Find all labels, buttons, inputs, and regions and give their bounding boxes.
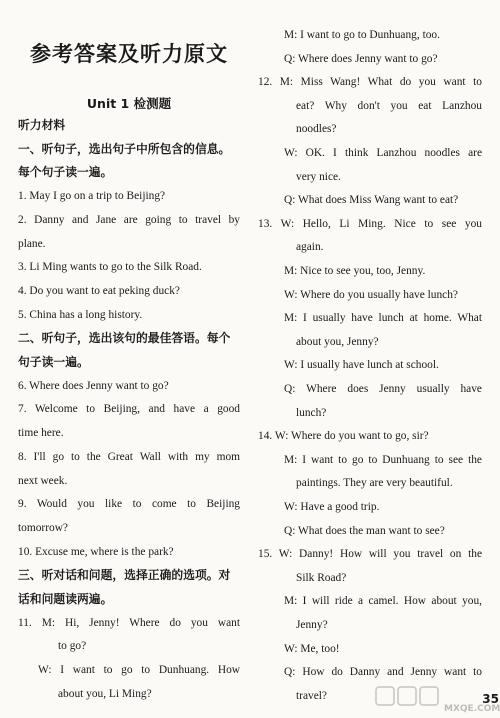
left-text-line: 二、听句子，选出该句的最佳答语。每个 bbox=[18, 331, 231, 346]
right-text-line: about you, Jenny? bbox=[296, 335, 379, 348]
right-text-line: Q: What does Miss Wang want to eat? bbox=[284, 194, 459, 207]
right-text-line: Q: Where does Jenny want to go? bbox=[284, 52, 438, 65]
right-text-line: W: Have a good trip. bbox=[284, 501, 380, 513]
left-text-line: 三、听对话和问题，选择正确的选项。对 bbox=[18, 568, 231, 583]
left-text-line: 9. Would you like to come to Beijing bbox=[18, 498, 240, 511]
right-text-line: 13. W: Hello, Li Ming. Nice to see you bbox=[258, 217, 482, 230]
right-text-line: noodles? bbox=[296, 123, 337, 136]
left-text-line: to go? bbox=[58, 640, 87, 653]
right-text-line: 15. W: Danny! How will you travel on the bbox=[258, 548, 482, 561]
right-text-line: M: I want to go to Dunhuang, too. bbox=[284, 29, 440, 41]
right-text-line: lunch? bbox=[296, 406, 327, 419]
left-text-line: 2. Danny and Jane are going to travel by bbox=[18, 213, 240, 226]
left-text-line: 句子读一遍。 bbox=[18, 355, 89, 369]
right-text-line: M: Nice to see you, too, Jenny. bbox=[284, 265, 426, 277]
left-text-line: tomorrow? bbox=[18, 521, 68, 534]
watermark-logo bbox=[374, 684, 500, 714]
right-text-line: Q: Where does Jenny usually have bbox=[284, 383, 482, 395]
right-text-line: Jenny? bbox=[296, 619, 328, 631]
right-text-line: M: I usually have lunch at home. What bbox=[284, 312, 482, 325]
page-title: 参考答案及听力原文 bbox=[30, 42, 228, 66]
right-text-line: W: I usually have lunch at school. bbox=[284, 359, 439, 372]
right-text-line: very nice. bbox=[296, 170, 341, 183]
left-text-line: W: I want to go to Dunhuang. How bbox=[38, 664, 240, 677]
right-text-line: Silk Road? bbox=[296, 571, 347, 584]
right-text-line: again. bbox=[296, 241, 324, 254]
left-text-line: 听力材料 bbox=[18, 118, 66, 132]
right-text-line: Q: How do Danny and Jenny want to bbox=[284, 666, 482, 679]
left-text-line: plane. bbox=[18, 237, 46, 250]
watermark-text: MXQE.COM bbox=[444, 704, 500, 714]
right-text-line: W: OK. I think Lanzhou noodles are bbox=[284, 147, 482, 159]
right-text-line: M: I will ride a camel. How about you, bbox=[284, 595, 482, 608]
right-text-line: travel? bbox=[296, 689, 327, 702]
left-text-line: 一、听句子，选出句子中所包含的信息。 bbox=[18, 141, 231, 156]
left-text-line: 10. Excuse me, where is the park? bbox=[18, 545, 174, 558]
left-text-line: 4. Do you want to eat peking duck? bbox=[18, 284, 180, 297]
left-text-line: 1. May I go on a trip to Beijing? bbox=[18, 190, 166, 203]
left-text-line: 每个句子读一遍。 bbox=[18, 165, 113, 180]
right-text-line: eat? Why don't you eat Lanzhou bbox=[296, 99, 482, 112]
right-text-line: Q: What does the man want to see? bbox=[284, 524, 445, 537]
page-number: 35 bbox=[482, 692, 499, 706]
left-text-line: 3. Li Ming wants to go to the Silk Road. bbox=[18, 261, 202, 274]
right-text-line: W: Me, too! bbox=[284, 642, 340, 655]
right-text-line: 12. M: Miss Wang! What do you want to bbox=[258, 76, 482, 89]
left-text-line: 话和问题读两遍。 bbox=[18, 592, 113, 606]
unit-heading: Unit 1 检测题 bbox=[86, 96, 172, 111]
left-text-line: 8. I'll go to the Great Wall with my mom bbox=[18, 450, 240, 463]
right-text-line: paintings. They are very beautiful. bbox=[296, 477, 453, 490]
left-text-line: 6. Where does Jenny want to go? bbox=[18, 379, 169, 392]
left-text-line: 11. M: Hi, Jenny! Where do you want bbox=[18, 616, 240, 629]
left-text-line: 5. China has a long history. bbox=[18, 308, 143, 321]
right-text-line: W: Where do you usually have lunch? bbox=[284, 288, 458, 301]
left-text-line: time here. bbox=[18, 427, 64, 440]
right-text-line: M: I want to go to Dunhuang to see the bbox=[284, 453, 482, 466]
left-text-line: next week. bbox=[18, 474, 68, 487]
left-text-line: 7. Welcome to Beijing, and have a good bbox=[18, 403, 240, 416]
left-text-line: about you, Li Ming? bbox=[58, 687, 152, 700]
right-text-line: 14. W: Where do you want to go, sir? bbox=[258, 430, 429, 443]
